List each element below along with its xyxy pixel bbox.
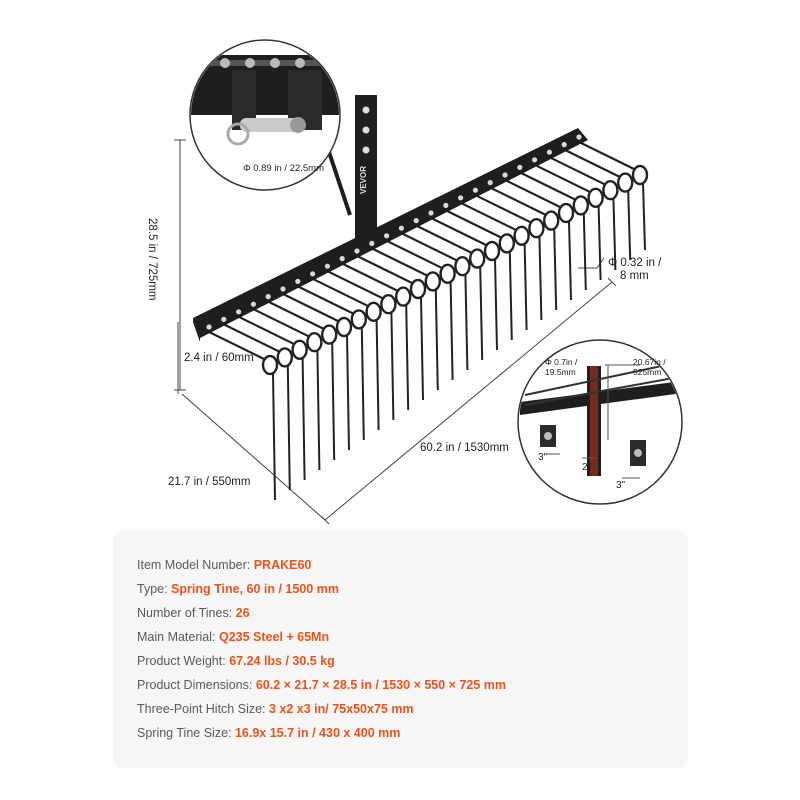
mast-height-line-2: 525mm	[633, 366, 662, 377]
spec-value: 16.9x 15.7 in / 430 x 400 mm	[234, 726, 401, 740]
spec-row-type	[137, 581, 339, 597]
spring-tine	[338, 262, 410, 410]
spring-tine	[309, 277, 381, 430]
tine-diameter-label-1: Φ 0.32 in /	[608, 257, 662, 269]
bar-bolt	[369, 241, 374, 246]
spring-tine	[249, 307, 321, 470]
spec-value: 26	[235, 606, 250, 620]
spec-label: Type:	[137, 582, 172, 596]
spring-tine	[279, 292, 351, 450]
spec-value: Spring Tine, 60 in / 1500 mm	[171, 582, 339, 596]
bar-bolt	[576, 134, 581, 139]
specs-card	[113, 531, 688, 768]
bar-bolt	[443, 203, 448, 208]
spring-tine	[575, 140, 647, 250]
spec-row-dimensions	[137, 677, 506, 693]
spring-tine	[486, 186, 558, 310]
spec-value: Q235 Steel + 65Mn	[218, 630, 330, 644]
bar-bolt	[517, 165, 522, 170]
spec-label: Spring Tine Size:	[137, 726, 235, 740]
spec-value: PRAKE60	[253, 558, 312, 572]
spring-tine	[264, 300, 336, 460]
bar-bolt	[354, 248, 359, 253]
hitch-hole-line-1: Φ 0.7in /	[545, 357, 578, 367]
tine-diameter-label-2: 8 mm	[620, 270, 649, 282]
bar-bolt	[547, 150, 552, 155]
pin-diameter-label: Φ 0.89 in / 22.5mm	[243, 163, 324, 174]
bar-height-label: 2.4 in / 60mm	[184, 352, 254, 364]
spec-row-material	[137, 629, 329, 645]
spec-label: Item Model Number:	[137, 558, 254, 572]
bar-bolt	[251, 302, 256, 307]
bar-bolt	[414, 218, 419, 223]
bar-bolt	[236, 309, 241, 314]
spec-label: Number of Tines:	[137, 606, 236, 620]
bar-bolt	[488, 180, 493, 185]
hitch-hole-label	[545, 358, 577, 378]
hitch-left-width-label: 3"	[538, 452, 548, 463]
spec-value: 67.24 lbs / 30.5 kg	[229, 654, 335, 668]
bar-bolt	[310, 271, 315, 276]
bar-bolt	[206, 324, 211, 329]
spec-row-hitch	[137, 701, 414, 717]
bar-bolt	[458, 195, 463, 200]
spec-row-weight	[137, 653, 335, 669]
bar-bolt	[428, 210, 433, 215]
spring-tine	[560, 148, 632, 260]
brand-logo: VEVOR	[359, 165, 368, 195]
spec-row-model	[137, 557, 311, 573]
hitch-hole-line-2: 19.5mm	[545, 366, 576, 377]
bar-bolt	[384, 233, 389, 238]
spec-label: Product Weight:	[137, 654, 230, 668]
bar-bolt	[532, 157, 537, 162]
height-label: 28.5 in / 725mm	[146, 218, 158, 301]
bar-bolt	[280, 286, 285, 291]
spring-tine	[235, 315, 307, 480]
spec-label: Product Dimensions:	[137, 678, 256, 692]
spec-row-tine-size	[137, 725, 400, 741]
length-label: 60.2 in / 1530mm	[420, 442, 509, 454]
bar-bolt	[502, 172, 507, 177]
bar-bolt	[325, 264, 330, 269]
bar-bolt	[266, 294, 271, 299]
bar-bolt	[221, 317, 226, 322]
spec-value: 60.2 × 21.7 × 28.5 in / 1530 × 550 × 725 mm	[255, 678, 507, 692]
spec-label: Three-Point Hitch Size:	[137, 702, 269, 716]
spring-tine	[220, 322, 292, 490]
spec-label: Main Material:	[137, 630, 219, 644]
bar-bolt	[340, 256, 345, 261]
spring-tine	[323, 269, 395, 420]
spec-row-tines	[137, 605, 250, 621]
mast-height-line-1: 20.67in /	[633, 357, 666, 367]
hitch-mid-width-label: 2"	[582, 462, 592, 473]
depth-label: 21.7 in / 550mm	[168, 476, 251, 488]
bar-bolt	[399, 226, 404, 231]
mast-height-label	[633, 358, 666, 378]
spec-value: 3 x2 x3 in/ 75x50x75 mm	[269, 702, 414, 716]
bar-bolt	[562, 142, 567, 147]
bar-bolt	[295, 279, 300, 284]
spring-tine	[294, 284, 366, 440]
hitch-right-width-label: 3"	[616, 480, 626, 491]
bar-bolt	[473, 188, 478, 193]
